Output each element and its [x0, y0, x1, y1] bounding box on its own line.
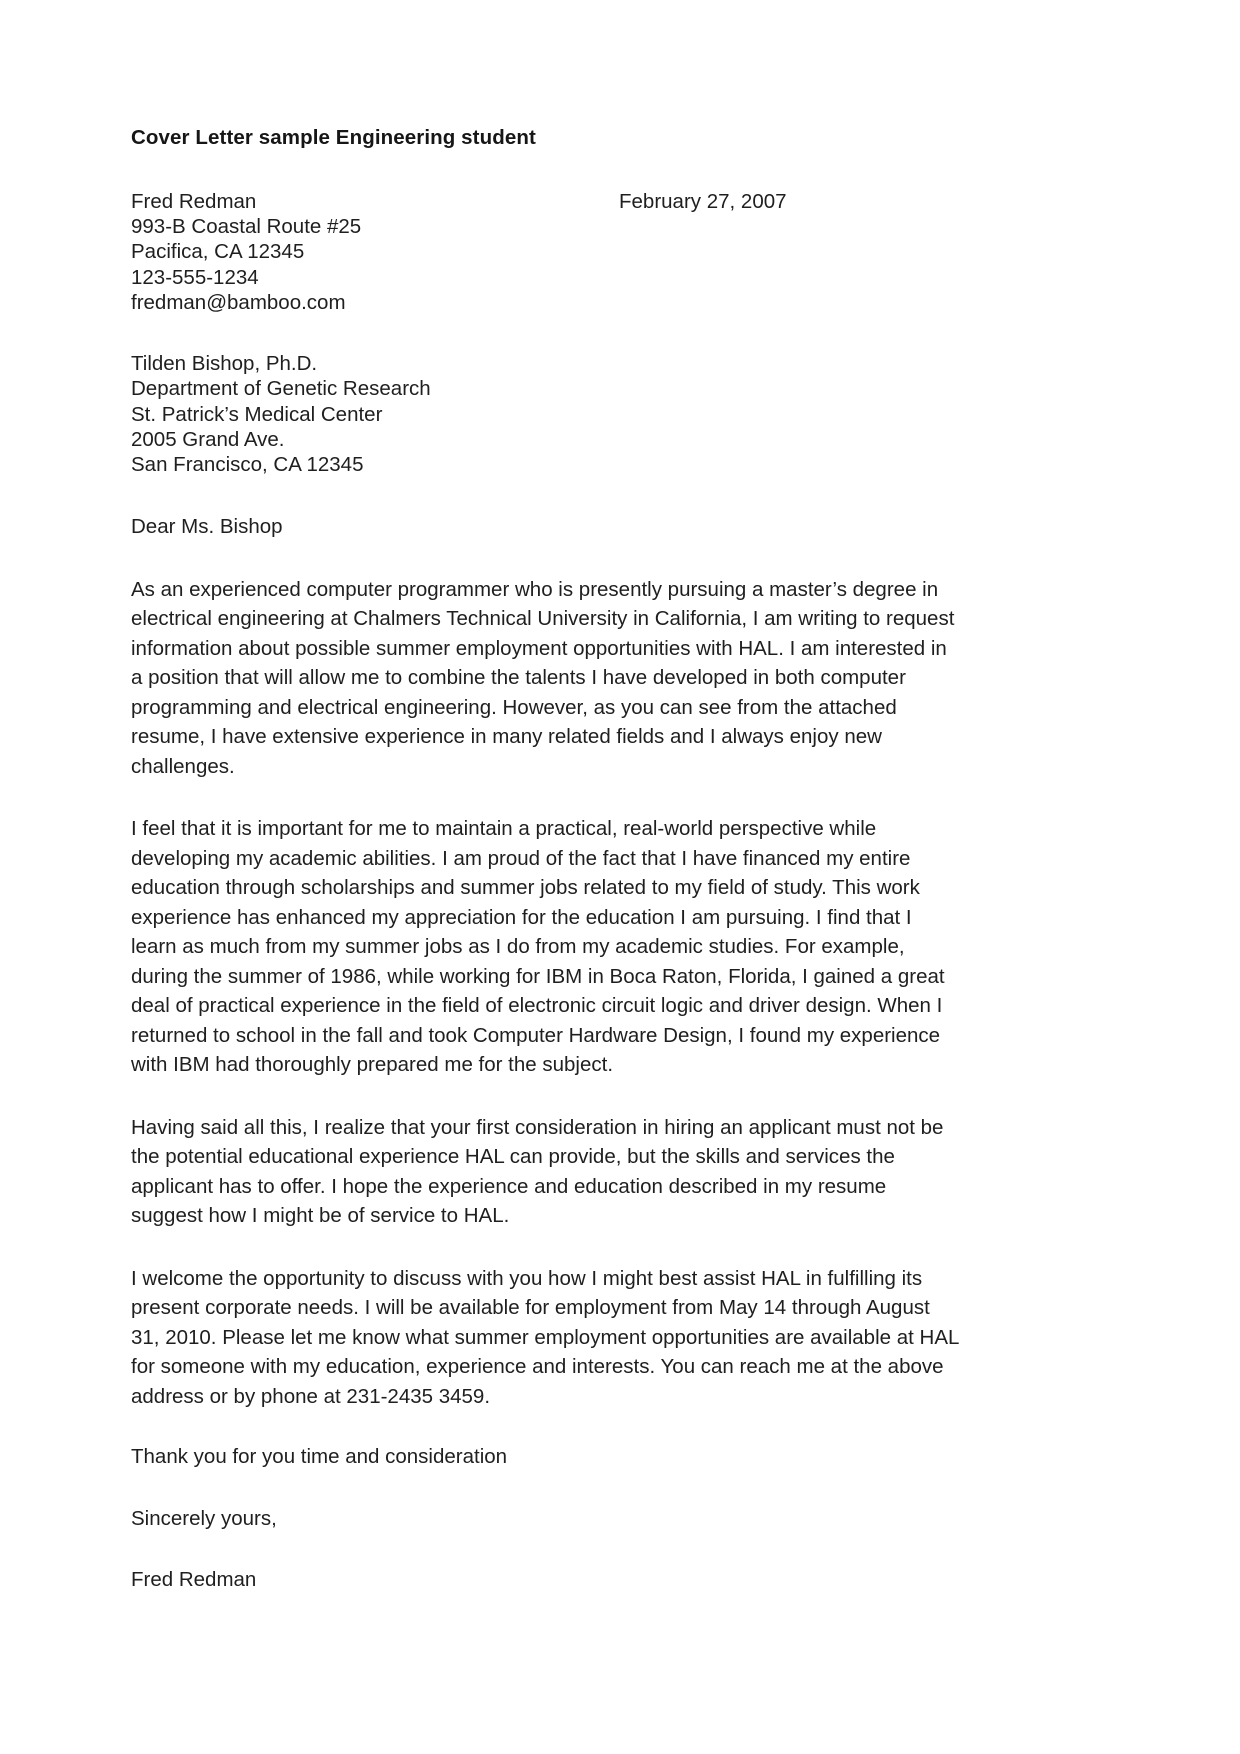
closing-block [131, 1444, 961, 1592]
cover-letter [131, 125, 961, 1592]
recipient-organization: St. Patrick’s Medical Center [131, 402, 383, 426]
thank-you-line: Thank you for you time and consideration [131, 1445, 508, 1469]
closing-salutation: Sincerely yours, [131, 1506, 277, 1530]
body-paragraph: I welcome the opportunity to discuss with you how I might best assist HAL in fulfilling its present corporate needs. I will be available for employment from May 14 through August 31, 2010. Please let me know what summer employment opportunities are available at HAL for someone with my education, experience and interests. You can reach me at the above address or by phone at 231-2435 3459. [131, 1266, 959, 1408]
recipient-address-block [131, 351, 961, 477]
body-paragraph: As an experienced computer programmer who is presently pursuing a master’s degree in electrical engineering at Chalmers Technical University in California, I am writing to request information about possible summer employment opportunities with HAL. I am interested in a position that will allow me to combine the talents I have developed in both computer programming and electrical engineering. However, as you can see from the attached resume, I have extensive experience in many related fields and I always enjoy new challenges. [131, 577, 955, 778]
sender-and-date-row [131, 189, 961, 315]
page-title: Cover Letter sample Engineering student [131, 126, 536, 149]
sender-phone: 123-555-1234 [131, 265, 259, 289]
sender-address-block [131, 189, 961, 315]
sender-email: fredman@bamboo.com [131, 290, 346, 314]
signature-name: Fred Redman [131, 1567, 257, 1591]
salutation: Dear Ms. Bishop [131, 514, 283, 538]
sender-city-state-zip: Pacifica, CA 12345 [131, 240, 305, 264]
letter-date: February 27, 2007 [619, 189, 787, 213]
recipient-city-state-zip: San Francisco, CA 12345 [131, 453, 364, 477]
letter-body [131, 575, 961, 1412]
sender-name: Fred Redman [131, 189, 257, 213]
body-paragraph: Having said all this, I realize that your first consideration in hiring an applicant must not be the potential educational experience HAL can provide, but the skills and services the applicant has to offer. I hope the experience and education described in my resume suggest how I might be of service to HAL. [131, 1115, 944, 1228]
recipient-department: Department of Genetic Research [131, 377, 431, 401]
recipient-street: 2005 Grand Ave. [131, 428, 285, 451]
body-paragraph: I feel that it is important for me to maintain a practical, real-world perspective while developing my academic abilities. I am proud of the fact that I have financed my entire education through scholarships and summer jobs related to my field of study. This work experience has enhanced my appreciation for the education I am pursuing. I find that I learn as much from my summer jobs as I do from my academic studies. For example, during the summer of 1986, while working for IBM in Boca Raton, Florida, I gained a great deal of practical experience in the field of electronic circuit logic and driver design. When I returned to school in the fall and took Computer Hardware Design, I found my experience with IBM had thoroughly prepared me for the subject. [131, 817, 945, 1077]
sender-street: 993-B Coastal Route #25 [131, 214, 362, 238]
recipient-name: Tilden Bishop, Ph.D. [131, 352, 318, 376]
